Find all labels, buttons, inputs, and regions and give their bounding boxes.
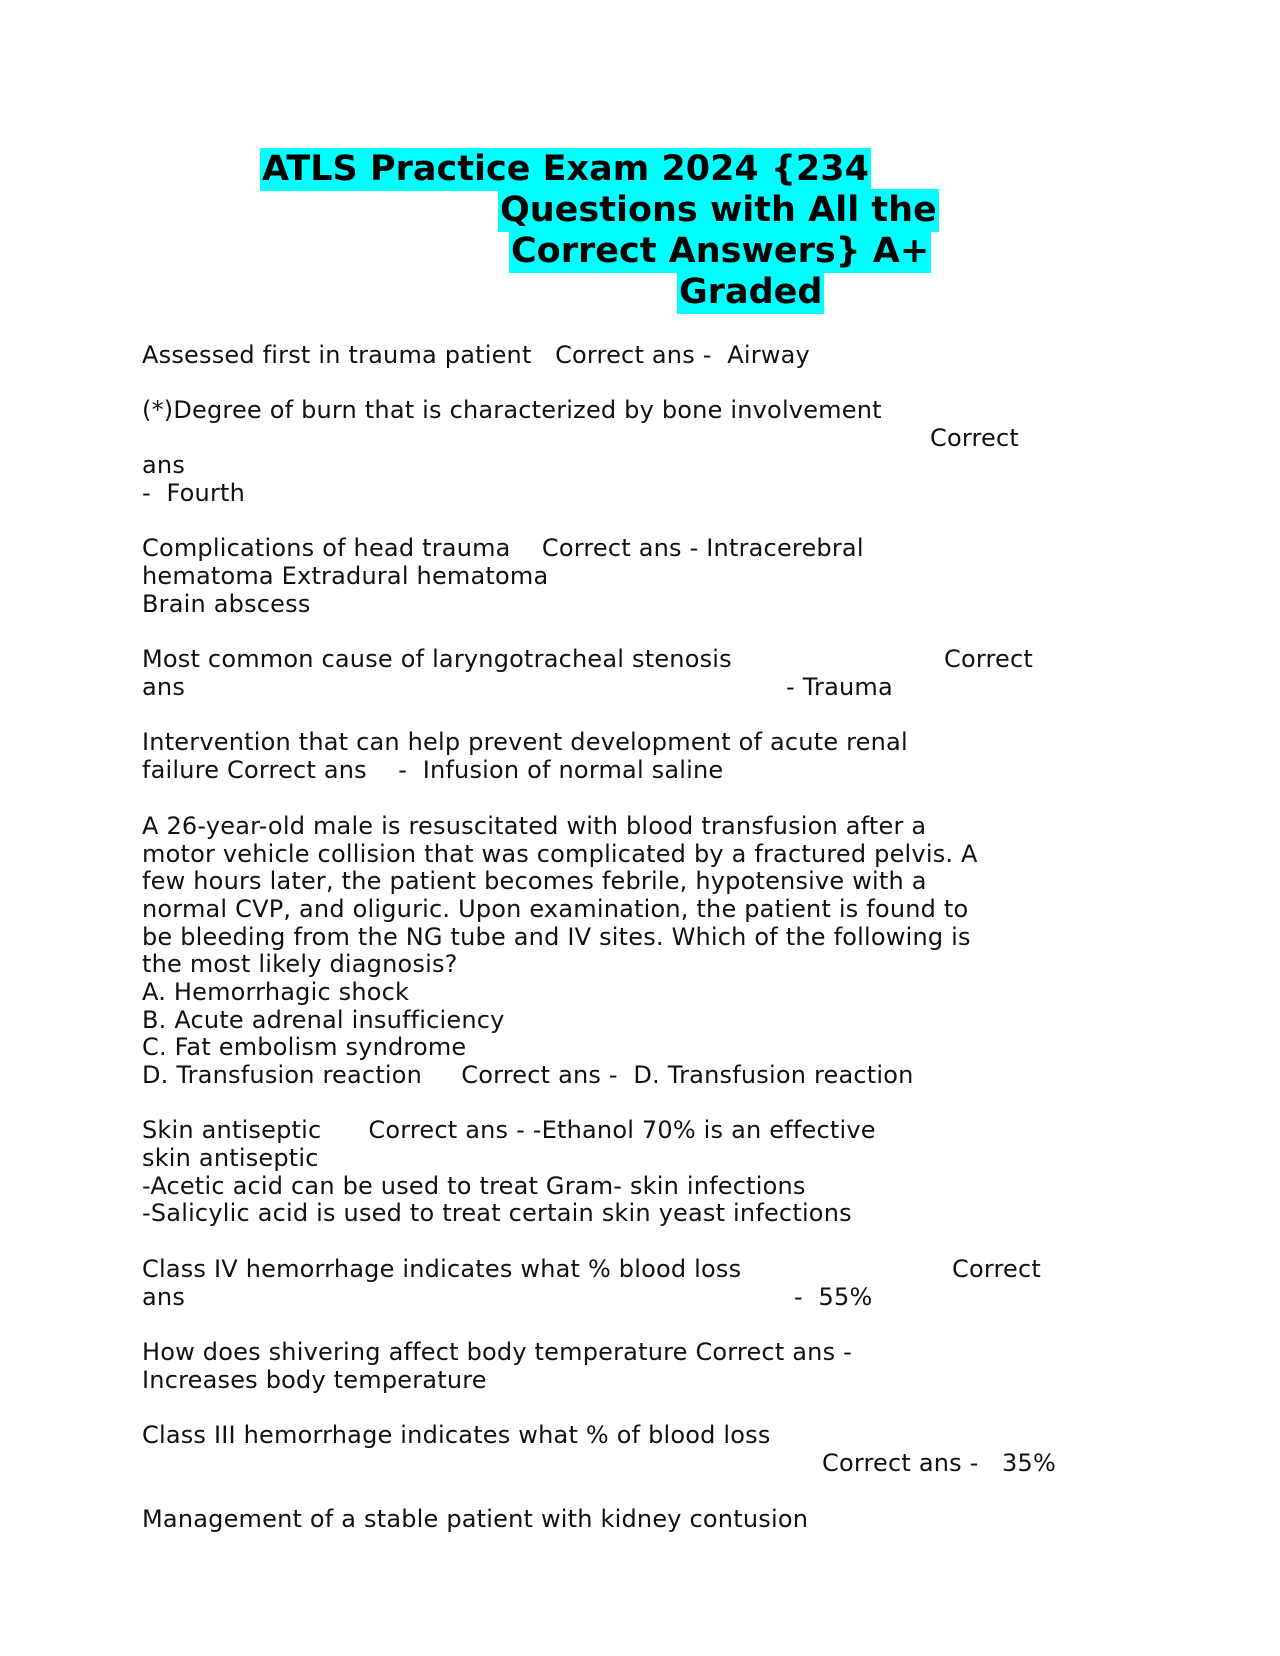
qa-text: Assessed first in trauma patient Correct ans - Airway (142, 341, 810, 369)
qa-text: - 55% (794, 1283, 873, 1311)
qa-text: few hours later, the patient becomes febrile, hypotensive with a (142, 867, 927, 895)
title-line-1: ATLS Practice Exam 2024 {234 (262, 149, 869, 189)
qa-text: ans (142, 451, 186, 479)
qa-text: Correct ans - 35% (822, 1449, 1056, 1477)
qa-text: ans (142, 673, 186, 701)
title-line-4: Graded (679, 272, 823, 312)
qa-text: - Trauma (786, 673, 893, 701)
qa-text: A 26-year-old male is resuscitated with blood transfusion after a (142, 812, 927, 840)
qa-text: the most likely diagnosis? (142, 950, 458, 978)
qa-text: Correct (930, 424, 1019, 452)
qa-text: Class III hemorrhage indicates what % of blood loss (142, 1421, 771, 1449)
qa-text: Management of a stable patient with kidney contusion (142, 1505, 809, 1533)
qa-text: Most common cause of laryngotracheal stenosis (142, 645, 732, 673)
qa-text: How does shivering affect body temperature Correct ans - (142, 1338, 852, 1366)
qa-text: hematoma Extradural hematoma (142, 562, 549, 590)
qa-text: skin antiseptic (142, 1144, 319, 1172)
qa-text: be bleeding from the NG tube and IV sites. Which of the following is (142, 923, 971, 951)
qa-text: -Acetic acid can be used to treat Gram- skin infections (142, 1172, 806, 1200)
qa-text: normal CVP, and oliguric. Upon examination, the patient is found to (142, 895, 969, 923)
qa-text: Increases body temperature (142, 1366, 487, 1394)
qa-text: Complications of head trauma Correct ans - Intracerebral (142, 534, 864, 562)
qa-text: Correct (952, 1255, 1041, 1283)
qa-text: Skin antiseptic Correct ans - -Ethanol 70% is an effective (142, 1116, 876, 1144)
title-line-2: Questions with All the (500, 190, 937, 230)
qa-option-d: D. Transfusion reaction Correct ans - D. Transfusion reaction (142, 1061, 914, 1089)
qa-text: ans (142, 1283, 186, 1311)
qa-text: Correct (944, 645, 1033, 673)
qa-text: motor vehicle collision that was complicated by a fractured pelvis. A (142, 840, 978, 868)
qa-text: - Fourth (142, 479, 246, 507)
qa-text: -Salicylic acid is used to treat certain skin yeast infections (142, 1199, 852, 1227)
qa-text: Class IV hemorrhage indicates what % blood loss (142, 1255, 742, 1283)
qa-text: (*)Degree of burn that is characterized by bone involvement (142, 396, 882, 424)
qa-text: failure Correct ans - Infusion of normal saline (142, 756, 724, 784)
qa-option-c: C. Fat embolism syndrome (142, 1033, 467, 1061)
qa-text: Brain abscess (142, 590, 311, 618)
qa-option-a: A. Hemorrhagic shock (142, 978, 410, 1006)
title-line-3: Correct Answers} A+ (511, 231, 930, 271)
qa-text: Intervention that can help prevent development of acute renal (142, 728, 908, 756)
qa-option-b: B. Acute adrenal insufficiency (142, 1006, 505, 1034)
